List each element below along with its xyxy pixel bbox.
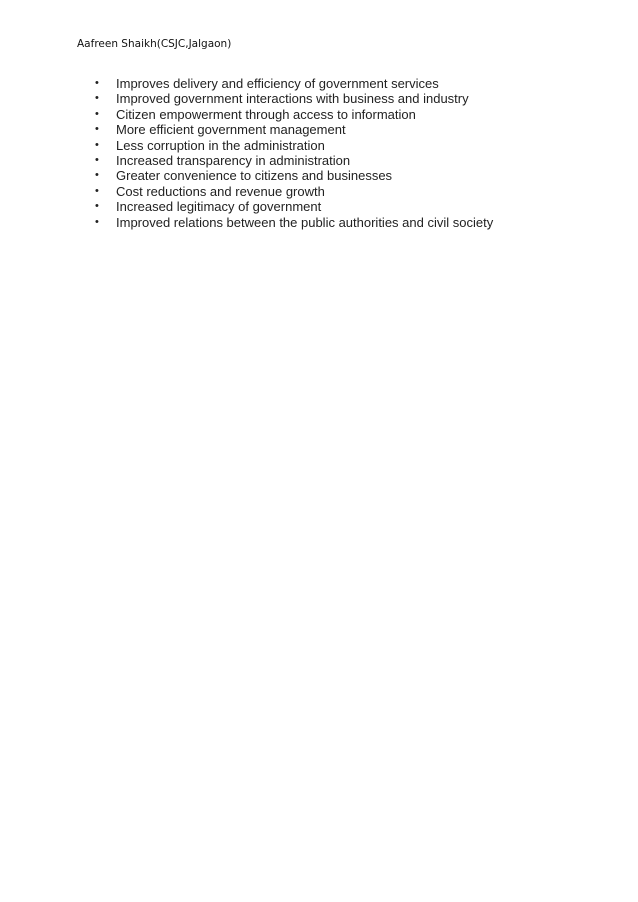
- bullet-icon: •: [95, 92, 99, 105]
- bullet-icon: •: [95, 153, 99, 166]
- list-item-text: Citizen empowerment through access to information: [116, 106, 416, 122]
- bullet-icon: •: [95, 200, 99, 213]
- list-item-text: Cost reductions and revenue growth: [116, 183, 325, 199]
- bullet-icon: •: [95, 169, 99, 182]
- list-item-text: Improves delivery and efficiency of government services: [116, 76, 439, 91]
- bullet-icon: •: [95, 138, 99, 151]
- bullet-icon: •: [95, 123, 99, 136]
- list-item-text: Increased legitimacy of government: [116, 199, 322, 215]
- list-item-text: Less corruption in the administration: [116, 137, 325, 153]
- list-item-text: Improved relations between the public authorities and civil society: [116, 214, 494, 230]
- list-item-text: Greater convenience to citizens and businesses: [116, 168, 393, 184]
- bullet-icon: •: [95, 184, 99, 197]
- bullet-icon: •: [95, 215, 99, 228]
- page-header: Aafreen Shaikh(CSJC,Jalgaon): [77, 38, 232, 50]
- bullet-icon: •: [95, 77, 99, 89]
- list-item-text: Improved government interactions with business and industry: [116, 91, 469, 107]
- list-item-text: Increased transparency in administration: [116, 152, 351, 168]
- bullet-icon: •: [95, 107, 99, 120]
- list-item-text: More efficient government management: [116, 122, 346, 138]
